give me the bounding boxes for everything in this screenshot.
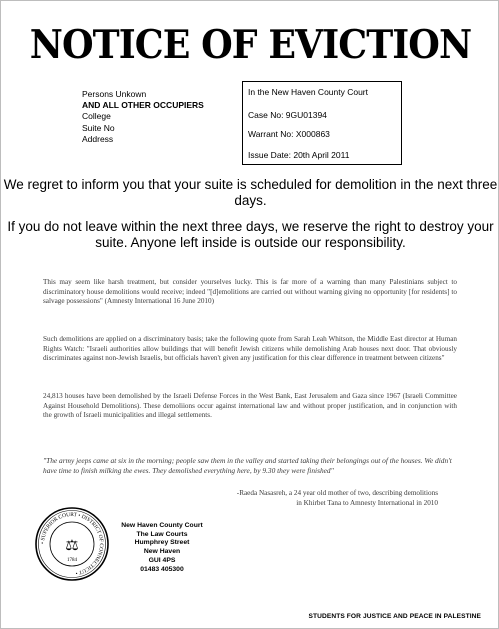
court-address-block [119, 522, 205, 574]
court-address-line: The Law Courts [136, 530, 188, 538]
addressee-block [82, 89, 204, 145]
warning-headline: If you do not leave within the next three days, we reserve the right to destroy your suite. Anyone left inside is outside our responsibility. [7, 219, 494, 250]
addressee-line: Suite No [82, 122, 115, 133]
court-address-line: New Haven [143, 548, 181, 556]
addressee-occupiers: AND ALL OTHER OCCUPIERS [82, 100, 204, 111]
court-address-line: GUI 4PS [148, 556, 176, 564]
notice-title: NOTICE OF EVICTION [29, 22, 472, 68]
addressee-line: Address [82, 133, 114, 144]
testimony-quote: "The army jeeps came at six in the morning; people saw them in the valley and started taking their belongings out of the houses. We didn't have time to finish milking the ewes. They demolished everything here, by 9.30 they were finished" [43, 456, 452, 475]
case-details-box [242, 81, 402, 165]
quote-attribution [186, 489, 438, 508]
issue-date: Issue Date: 20th April 2011 [248, 150, 350, 160]
court-seal-icon [34, 506, 110, 582]
seal-emblem: ⚖ [65, 536, 79, 554]
seal-year: 1784 [67, 558, 77, 563]
body-paragraph: 24,813 houses have been demolished by the Israeli Defense Forces in the West Bank, East Jerusalem and Gaza since 1967 (Israeli Committee Against Household Demolitions). These demoliions occur against international law and without proper justification, and in conjunction with the growth of Israeli municipalities and illegal settlements. [43, 392, 457, 420]
addressee-line: Persons Unkown [82, 89, 147, 99]
seal-ring-text: • SUPERIOR COURT • DISTRICT OF CONNECTICUT • [39, 511, 105, 576]
demolition-headline: We regret to inform you that your suite is scheduled for demolition in the next three days. [3, 177, 498, 208]
attribution-line: in Khirbet Tana to Amnesty International in 2010 [296, 498, 438, 507]
footer-organization: STUDENTS FOR JUSTICE AND PEACE IN PALESTINE [308, 613, 481, 620]
body-paragraph: Such demolitions are applied on a discriminatory basis; take the following quote from Sarah Leah Whitson, the Middle East director at Human Rights Watch: "Israeli authorities allow buildings that will benefit Jewish citizens while demolishing Arab houses next door. That obviously discriminates against non-Jewish Israelis, but officials haven't given any justification for this clear difference in treatment between citizens" [43, 335, 457, 363]
court-address-line: New Haven County Court [121, 522, 203, 529]
attribution-line: -Raeda Nasasreh, a 24 year old mother of two, describing demolitions [236, 489, 438, 497]
court-phone: 01483 405300 [140, 565, 184, 573]
addressee-line: College [82, 111, 111, 122]
case-number: Case No: 9GU01394 [248, 110, 327, 120]
court-name: In the New Haven County Court [248, 87, 369, 97]
warrant-number: Warrant No: X000863 [248, 129, 330, 139]
body-paragraph: This may seem like harsh treatment, but consider yourselves lucky. This is far more of a warning than many Palestinians subject to discriminatory house demolitions would receive; indeed "[d]emolitions are carried out without warning giving no opportunity [for residents] to salvage possessions" (Amnesty International 16 June 2010) [43, 278, 457, 306]
court-address-line: Humphrey Street [134, 539, 190, 547]
